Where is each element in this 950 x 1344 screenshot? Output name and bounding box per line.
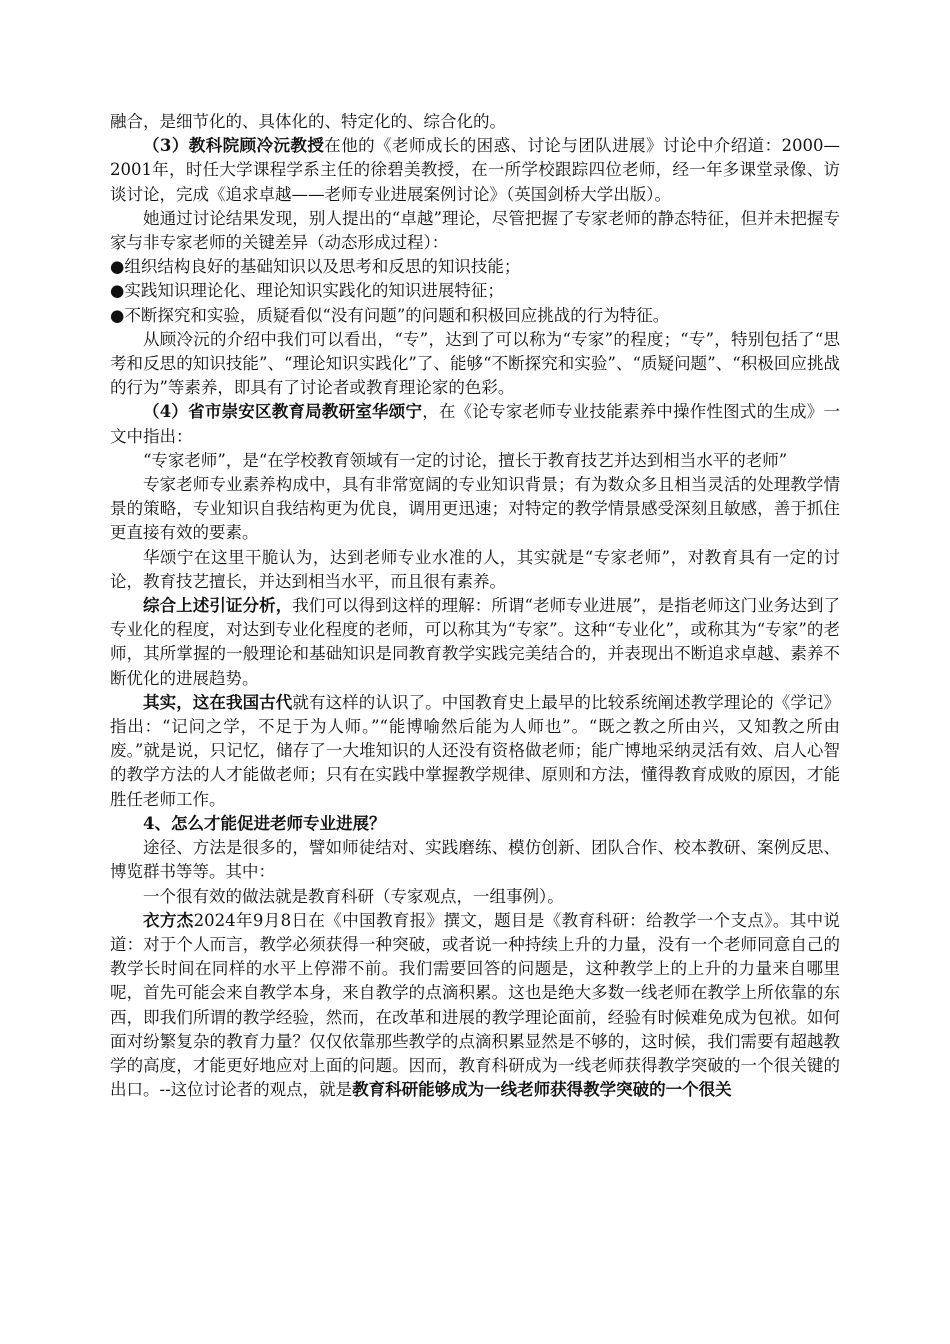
paragraph xyxy=(110,400,840,448)
document-page xyxy=(110,110,840,1102)
text-run: 融合，是细节化的、具体化的、特定化的、综合化的。 xyxy=(110,112,506,131)
paragraph xyxy=(110,909,840,1103)
text-run: 就有这样的认识了。中国教育史上最早的比较系统阐述教学理论的《学记》指出：“记问之学，不足于为人师。”“能博喻然后能为人师也”。“既之教之所由兴，又知教之所由废。”就是说，只记忆，储存了一大堆知识的人还没有资格做老师；能广博地采纳灵活有效、启人心智的教学方法的人才能做老师；只有在实践中掌握教学规律、原则和方法，懂得教育成败的原因，才能胜任老师工作。 xyxy=(110,692,841,809)
bullet-item xyxy=(110,255,840,279)
paragraph xyxy=(110,473,840,546)
bold-text: 教育科研能够成为一线老师获得教学突破的一个很关 xyxy=(352,1080,732,1100)
bold-text: （3）教科院顾冷沅教授 xyxy=(143,136,325,156)
bold-text: 其实，这在我国古代 xyxy=(143,692,293,712)
text-run: 她通过讨论结果发现，别人提出的“卓越”理论，尽管把握了专家老师的静态特征，但并未把握专家与非专家老师的关键差异（动态形成过程）： xyxy=(110,208,840,253)
bullet-item xyxy=(110,279,840,303)
paragraph xyxy=(110,328,840,401)
text-run: 2024年9月8日在《中国教育报》撰文，题目是《教育科研：给教学一个支点》。其中说道：对于个人而言，教学必须获得一种突破，或者说一种持续上升的力量，没有一个老师同意自己的教学长时间在同样的水平上停滞不前。我们需要回答的问题是，这种教学上的上升的力量来自哪里呢，首先可能会来自教学本身，来自教学的点滴积累。这也是绝大多数一线老师在教学上所依靠的东西，即我们所谓的教学经验，然而，在改革和进展的教学理论面前，经验有时候难免成为包袱。如何面对纷繁复杂的教育力量？仅仅依靠那些教学的点滴积累显然是不够的，这时候，我们需要有超越教学的高度，才能更好地应对上面的问题。因而，教育科研成为一线老师获得教学突破的一个很关键的出口。--这位讨论者的观点，就是 xyxy=(110,910,840,1100)
text-run: 一个很有效的做法就是教育科研（专家观点，一组事例）。 xyxy=(143,886,564,906)
text-run: 我们可以得到这样的理解：所谓“老师专业进展”，是指老师这门业务达到了专业化的程度，对达到专业化程度的老师，可以称其为“专家”。这种“专业化”，或称其为“专家”的老师，其所掌握的一般理论和基础知识是同教育教学实践完美结合的，并表现出不断追求卓越、素养不断优化的进展趋势。 xyxy=(110,596,841,688)
text-run: ●实践知识理论化、理论知识实践化的知识进展特征； xyxy=(110,281,504,301)
paragraph xyxy=(110,594,840,691)
bullet-item xyxy=(110,304,840,328)
bold-text: 衣方杰 xyxy=(143,910,194,930)
text-run: 在他的《老师成长的困惑、讨论与团队进展》讨论中介绍道：2000—2001年，时任大学课程学系主任的徐碧美教授，在一所学校跟踪四位老师，经一年多课堂录像、访谈讨论，完成《追求卓越——老师专业进展案例讨论》（英国剑桥大学出版）。 xyxy=(110,136,840,204)
paragraph xyxy=(110,691,840,812)
paragraph xyxy=(110,812,840,836)
paragraph xyxy=(110,110,840,134)
text-run: 华颂宁在这里干脆认为，达到老师专业水准的人，其实就是“专家老师”，对教育具有一定的讨论，教育技艺擅长，并达到相当水平，而且很有素养。 xyxy=(110,547,840,591)
paragraph xyxy=(110,449,840,473)
text-run: “专家老师”，是“在学校教育领域有一定的讨论，擅长于教育技艺并达到相当水平的老师” xyxy=(143,450,788,470)
paragraph xyxy=(110,836,840,884)
text-run: 专家老师专业素养构成中，具有非常宽阔的专业知识背景；有为数众多且相当灵活的处理教学情景的策略，专业知识自我结构更为优良，调用更迅速；对特定的教学情景感受深刻且敏感，善于抓住更直接有效的要素。 xyxy=(110,475,840,543)
text-run: 从顾冷沅的介绍中我们可以看出，“专”，达到了可以称为“专家”的程度；“专”，特别包括了“思考和反思的知识技能”、“理论知识实践化”了、能够“不断探究和实验”、“质疑问题”、“积极回应挑战的行为”等素养，即具有了讨论者或教育理论家的色彩。 xyxy=(110,329,840,398)
paragraph xyxy=(110,885,840,909)
paragraph xyxy=(110,207,840,255)
bold-text: （4）省市崇安区教育局教研室华颂宁 xyxy=(143,402,423,422)
text-run: 途径、方法是很多的，譬如师徒结对、实践磨练、模仿创新、团队合作、校本教研、案例反思、博览群书等等。其中： xyxy=(110,838,840,882)
bold-text: 4、怎么才能促进老师专业进展？ xyxy=(143,813,386,833)
text-run: ●不断探究和实验，质疑看似“没有问题”的问题和积极回应挑战的行为特征。 xyxy=(110,305,670,325)
paragraph xyxy=(110,546,840,594)
text-run: ，在《论专家老师专业技能素养中操作性图式的生成》一文中指出： xyxy=(110,402,840,446)
paragraph xyxy=(110,134,840,207)
bold-text: 综合上述引证分析， xyxy=(143,596,293,616)
text-run: ●组织结构良好的基础知识以及思考和反思的知识技能； xyxy=(110,257,521,277)
